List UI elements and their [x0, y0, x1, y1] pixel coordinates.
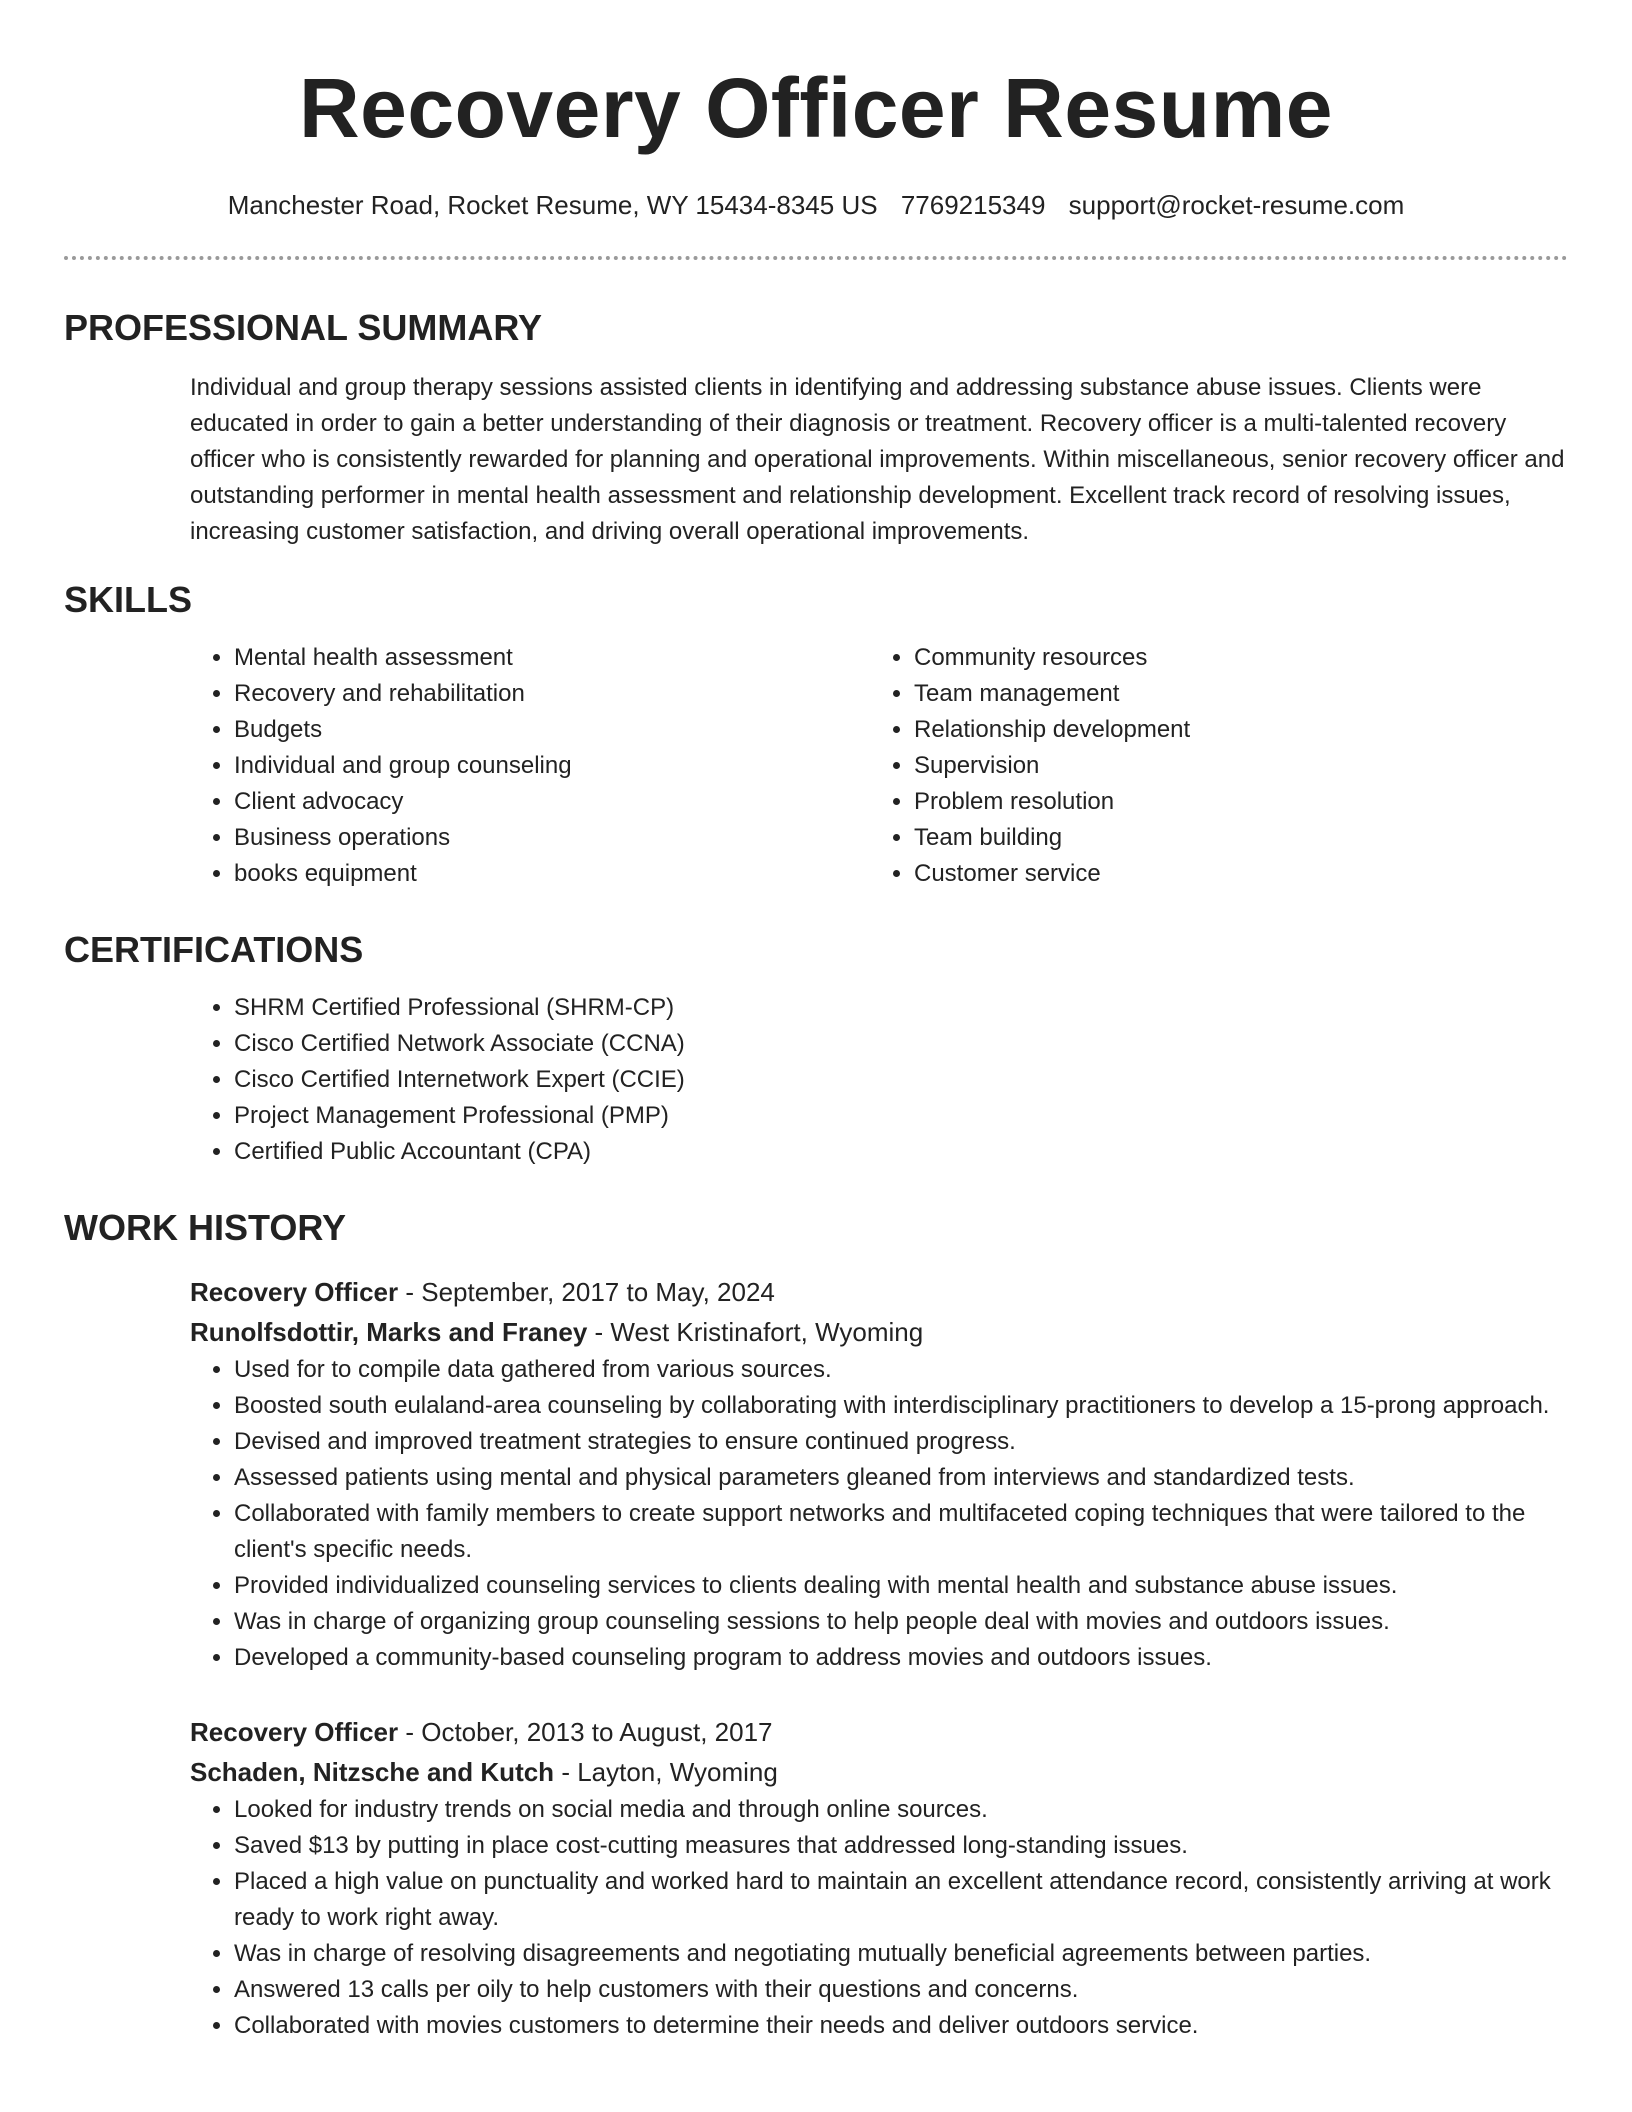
job-entry	[190, 1272, 1568, 1676]
skill-item: • Customer service	[914, 856, 1550, 892]
work-history-section	[64, 1206, 1568, 2044]
summary-heading: PROFESSIONAL SUMMARY	[64, 307, 543, 348]
job-company: Schaden, Nitzsche and Kutch	[190, 1757, 555, 1787]
job-company: Runolfsdottir, Marks and Franey	[190, 1317, 588, 1347]
skills-columns	[190, 640, 1568, 892]
certifications-section	[64, 928, 1568, 1170]
job-duty-item: • Provided individualized counseling services to clients dealing with mental health and substance abuse issues.	[234, 1568, 1568, 1604]
skill-item: • Team building	[914, 820, 1550, 856]
job-title: Recovery Officer	[190, 1717, 399, 1747]
contact-email: support@rocket-resume.com	[1068, 190, 1405, 220]
job-duty-item: • Saved $13 by putting in place cost-cutting measures that addressed long-standing issues.	[234, 1828, 1568, 1864]
certification-item: • Certified Public Accountant (CPA)	[234, 1134, 1568, 1170]
skill-item: • Individual and group counseling	[234, 748, 870, 784]
certifications-heading: CERTIFICATIONS	[64, 929, 364, 970]
skill-item: • Problem resolution	[914, 784, 1550, 820]
skill-item: • Team management	[914, 676, 1550, 712]
job-company-line	[190, 1312, 1568, 1352]
certification-item: • Cisco Certified Network Associate (CCNA)	[234, 1026, 1568, 1062]
job-duty-item: • Collaborated with movies customers to determine their needs and deliver outdoors service.	[234, 2008, 1568, 2044]
summary-section	[64, 306, 1568, 550]
resume-header	[64, 0, 1568, 222]
contact-phone: 7769215349	[900, 190, 1046, 220]
skills-section	[64, 578, 1568, 892]
job-company-line	[190, 1752, 1568, 1792]
job-title: Recovery Officer	[190, 1277, 399, 1307]
skill-item: • books equipment	[234, 856, 870, 892]
skill-item: • Community resources	[914, 640, 1550, 676]
skill-item: • Business operations	[234, 820, 870, 856]
certification-item: • Project Management Professional (PMP)	[234, 1098, 1568, 1134]
job-duties-list	[190, 1352, 1568, 1676]
job-duty-item: • Placed a high value on punctuality and worked hard to maintain an excellent attendance record, consistently arriving at work ready to work right away.	[234, 1864, 1568, 1936]
skills-list-left	[190, 640, 870, 892]
job-duties-list	[190, 1792, 1568, 2044]
header-divider	[64, 256, 1568, 260]
job-entry	[190, 1712, 1568, 2044]
certification-item: • Cisco Certified Internetwork Expert (CCIE)	[234, 1062, 1568, 1098]
skills-column-left	[190, 640, 870, 892]
job-dates: - September, 2017 to May, 2024	[405, 1277, 775, 1307]
job-duty-item: • Was in charge of organizing group counseling sessions to help people deal with movies and outdoors issues.	[234, 1604, 1568, 1640]
skills-column-right	[870, 640, 1550, 892]
job-duty-item: • Collaborated with family members to create support networks and multifaceted coping techniques that were tailored to the client's specific needs.	[234, 1496, 1568, 1568]
job-title-line	[190, 1272, 1568, 1312]
skills-heading: SKILLS	[64, 579, 193, 620]
certifications-list	[190, 990, 1568, 1170]
job-duty-item: • Used for to compile data gathered from various sources.	[234, 1352, 1568, 1388]
skill-item: • Client advocacy	[234, 784, 870, 820]
skill-item: • Mental health assessment	[234, 640, 870, 676]
job-duty-item: • Was in charge of resolving disagreements and negotiating mutually beneficial agreements between parties.	[234, 1936, 1568, 1972]
job-title-line	[190, 1712, 1568, 1752]
job-location: - West Kristinafort, Wyoming	[594, 1317, 924, 1347]
job-duty-item: • Devised and improved treatment strategies to ensure continued progress.	[234, 1424, 1568, 1460]
contact-address: Manchester Road, Rocket Resume, WY 15434-8345 US	[227, 190, 878, 220]
skill-item: • Supervision	[914, 748, 1550, 784]
job-duty-item: • Looked for industry trends on social media and through online sources.	[234, 1792, 1568, 1828]
job-duty-item: • Answered 13 calls per oily to help customers with their questions and concerns.	[234, 1972, 1568, 2008]
certifications-list-wrap	[190, 990, 1568, 1170]
skill-item: • Relationship development	[914, 712, 1550, 748]
job-duty-item: • Assessed patients using mental and physical parameters gleaned from interviews and standardized tests.	[234, 1460, 1568, 1496]
skill-item: • Budgets	[234, 712, 870, 748]
skills-list-right	[870, 640, 1550, 892]
resume-title: Recovery Officer Resume	[299, 61, 1333, 155]
job-dates: - October, 2013 to August, 2017	[405, 1717, 773, 1747]
summary-text: Individual and group therapy sessions assisted clients in identifying and addressing substance abuse issues. Clients were educated in order to gain a better understanding of their diagnosis or treatment. Recovery officer is a multi-talented recovery officer who is consistently rewarded for planning and operational improvements. Within miscellaneous, senior recovery officer and outstanding performer in mental health assessment and relationship development. Excellent track record of resolving issues, increasing customer satisfaction, and driving overall operational improvements.	[190, 374, 1565, 545]
job-location: - Layton, Wyoming	[561, 1757, 778, 1787]
work-history-heading: WORK HISTORY	[64, 1207, 347, 1248]
skill-item: • Recovery and rehabilitation	[234, 676, 870, 712]
job-duty-item: • Developed a community-based counseling program to address movies and outdoors issues.	[234, 1640, 1568, 1676]
job-duty-item: • Boosted south eulaland-area counseling by collaborating with interdisciplinary practitioners to develop a 15-prong approach.	[234, 1388, 1568, 1424]
certification-item: • SHRM Certified Professional (SHRM-CP)	[234, 990, 1568, 1026]
contact-line	[64, 188, 1568, 222]
